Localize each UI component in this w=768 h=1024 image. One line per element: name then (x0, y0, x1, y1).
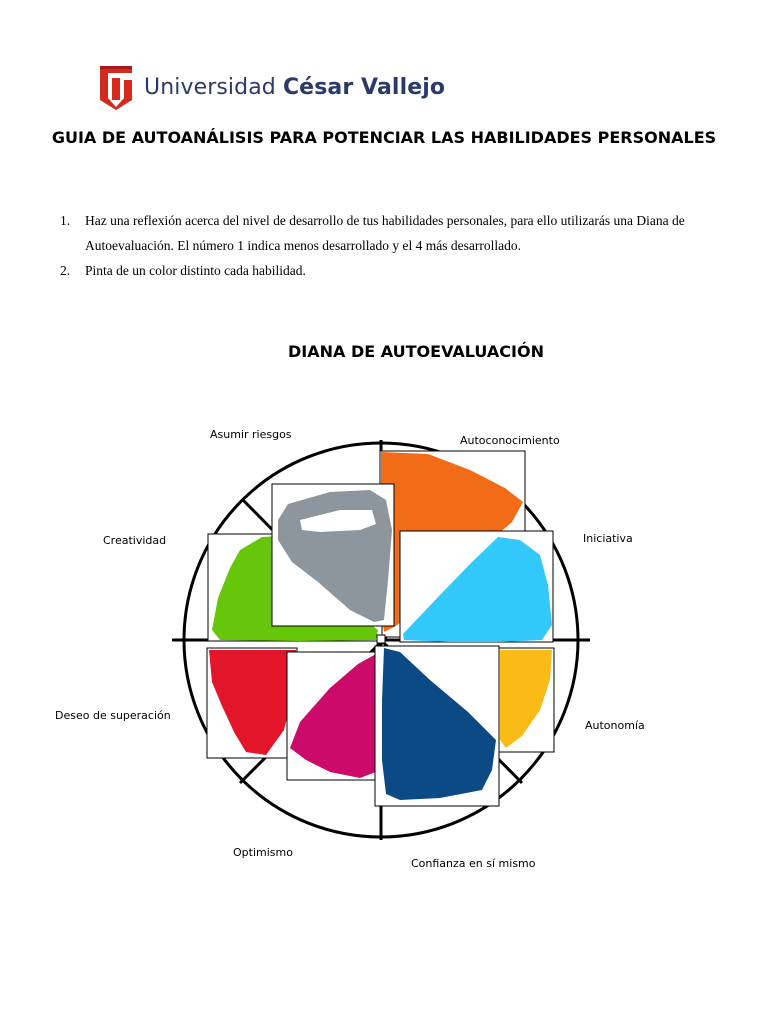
label-optimismo: Optimismo (233, 846, 293, 859)
label-asumir-riesgos: Asumir riesgos (210, 428, 292, 441)
instruction-number: 2. (60, 263, 71, 278)
section-title: DIANA DE AUTOEVALUACIÓN (288, 342, 544, 361)
university-name-regular: Universidad (144, 74, 283, 100)
label-autoconocimiento: Autoconocimiento (460, 434, 560, 447)
label-autonomia: Autonomía (585, 719, 645, 732)
label-iniciativa: Iniciativa (583, 532, 633, 545)
instruction-text: Haz una reflexión acerca del nivel de desarrollo de tus habilidades personales, para ello utilizarás una Diana de Autoevaluación. El número 1 indica menos desarrollado y el 4 más desarrollado. (85, 213, 685, 253)
document-title: GUIA DE AUTOANÁLISIS PARA POTENCIAR LAS HABILIDADES PERSONALES (51, 128, 717, 147)
label-creatividad: Creatividad (103, 534, 167, 547)
label-confianza: Confianza en sí mismo (411, 857, 536, 870)
instruction-text: Pinta de un color distinto cada habilidad. (85, 263, 306, 278)
instruction-number: 1. (60, 213, 71, 228)
diana-center (377, 635, 385, 643)
university-name-bold: César Vallejo (282, 74, 446, 100)
label-deseo-superacion: Deseo de superación (55, 709, 171, 722)
